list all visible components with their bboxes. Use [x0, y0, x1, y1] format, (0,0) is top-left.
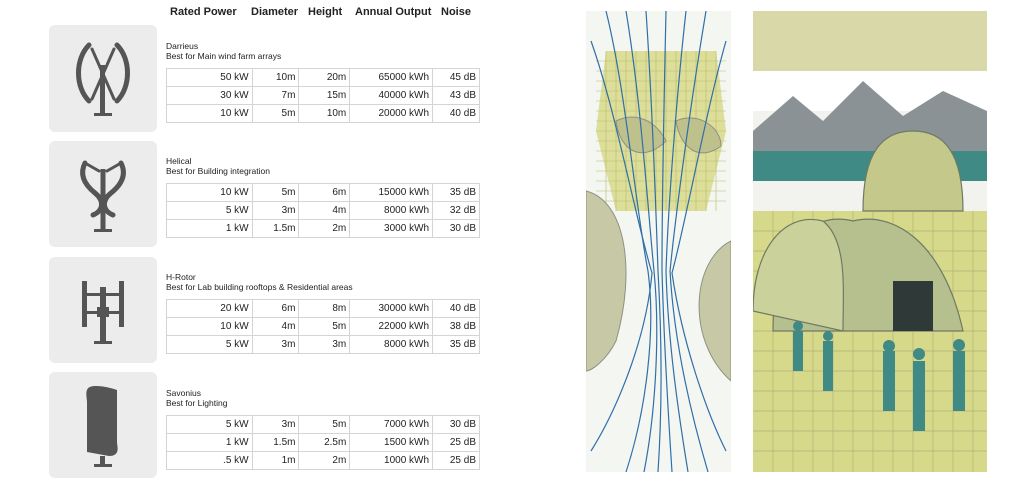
header-height: Height [308, 6, 343, 18]
diameter-cell: 3m [252, 416, 299, 434]
height-cell: 5m [299, 318, 350, 336]
turbine-name: Helical [166, 156, 192, 166]
turbine-block [166, 156, 480, 238]
diameter-cell: 5m [252, 105, 299, 123]
turbine-best-use: Best for Lab building rooftops & Residential areas [166, 282, 353, 292]
helical-turbine-icon [49, 141, 157, 247]
annual-output-cell: 8000 kWh [350, 202, 433, 220]
table-row [167, 318, 480, 336]
annual-output-cell: 30000 kWh [350, 300, 433, 318]
turbine-block [166, 388, 480, 470]
table-row [167, 300, 480, 318]
noise-cell: 45 dB [433, 69, 480, 87]
noise-cell: 30 dB [433, 416, 480, 434]
noise-cell: 35 dB [433, 184, 480, 202]
height-cell: 15m [299, 87, 350, 105]
table-row [167, 336, 480, 354]
darrieus-turbine-icon [49, 25, 157, 132]
rated-power-cell: .5 kW [167, 452, 253, 470]
plaza-illustration [753, 11, 987, 472]
table-row [167, 220, 480, 238]
turbine-name: Darrieus [166, 41, 199, 51]
turbine-best-use: Best for Main wind farm arrays [166, 51, 282, 61]
table-row [167, 69, 480, 87]
height-cell: 10m [299, 105, 350, 123]
header-annual-output: Annual Output [355, 6, 432, 18]
turbine-best-use: Best for Lighting [166, 398, 228, 408]
turbine-name: Savonius [166, 388, 201, 398]
rated-power-cell: 5 kW [167, 336, 253, 354]
rated-power-cell: 10 kW [167, 184, 253, 202]
height-cell: 20m [299, 69, 350, 87]
diameter-cell: 1.5m [252, 220, 299, 238]
header-rated-power: Rated Power [170, 6, 237, 18]
noise-cell: 40 dB [433, 300, 480, 318]
table-row [167, 184, 480, 202]
noise-cell: 32 dB [433, 202, 480, 220]
airflow-illustration [586, 11, 731, 472]
table-row [167, 202, 480, 220]
height-cell: 5m [299, 416, 350, 434]
table-row [167, 416, 480, 434]
height-cell: 8m [299, 300, 350, 318]
turbine-name: H-Rotor [166, 272, 196, 282]
savonius-tile [49, 372, 157, 478]
turbine-block [166, 272, 480, 354]
diameter-cell: 4m [252, 318, 299, 336]
helical-tile [49, 141, 157, 247]
rated-power-cell: 50 kW [167, 69, 253, 87]
annual-output-cell: 1000 kWh [350, 452, 433, 470]
header-diameter: Diameter [251, 6, 299, 18]
annual-output-cell: 1500 kWh [350, 434, 433, 452]
diameter-cell: 3m [252, 202, 299, 220]
h-rotor-turbine-icon [49, 257, 157, 363]
header-noise: Noise [441, 6, 471, 18]
diameter-cell: 5m [252, 184, 299, 202]
h-rotor-tile [49, 257, 157, 363]
annual-output-cell: 20000 kWh [350, 105, 433, 123]
rated-power-cell: 20 kW [167, 300, 253, 318]
rated-power-cell: 10 kW [167, 105, 253, 123]
height-cell: 3m [299, 336, 350, 354]
rated-power-cell: 30 kW [167, 87, 253, 105]
spec-table [166, 415, 480, 470]
diameter-cell: 1.5m [252, 434, 299, 452]
table-row [167, 434, 480, 452]
height-cell: 2.5m [299, 434, 350, 452]
rated-power-cell: 5 kW [167, 202, 253, 220]
turbine-block [166, 41, 480, 123]
diameter-cell: 3m [252, 336, 299, 354]
table-row [167, 105, 480, 123]
table-row [167, 452, 480, 470]
darrieus-tile [49, 25, 157, 132]
noise-cell: 38 dB [433, 318, 480, 336]
rated-power-cell: 1 kW [167, 434, 253, 452]
annual-output-cell: 8000 kWh [350, 336, 433, 354]
annual-output-cell: 3000 kWh [350, 220, 433, 238]
height-cell: 2m [299, 220, 350, 238]
spec-table [166, 183, 480, 238]
annual-output-cell: 22000 kWh [350, 318, 433, 336]
noise-cell: 25 dB [433, 452, 480, 470]
diameter-cell: 7m [252, 87, 299, 105]
annual-output-cell: 15000 kWh [350, 184, 433, 202]
spec-table [166, 299, 480, 354]
rated-power-cell: 1 kW [167, 220, 253, 238]
noise-cell: 25 dB [433, 434, 480, 452]
height-cell: 2m [299, 452, 350, 470]
annual-output-cell: 7000 kWh [350, 416, 433, 434]
noise-cell: 40 dB [433, 105, 480, 123]
diameter-cell: 6m [252, 300, 299, 318]
annual-output-cell: 65000 kWh [350, 69, 433, 87]
spec-table [166, 68, 480, 123]
savonius-turbine-icon [49, 372, 157, 478]
rated-power-cell: 5 kW [167, 416, 253, 434]
noise-cell: 30 dB [433, 220, 480, 238]
rated-power-cell: 10 kW [167, 318, 253, 336]
noise-cell: 35 dB [433, 336, 480, 354]
height-cell: 4m [299, 202, 350, 220]
noise-cell: 43 dB [433, 87, 480, 105]
diameter-cell: 1m [252, 452, 299, 470]
turbine-best-use: Best for Building integration [166, 166, 270, 176]
table-row [167, 87, 480, 105]
diameter-cell: 10m [252, 69, 299, 87]
height-cell: 6m [299, 184, 350, 202]
annual-output-cell: 40000 kWh [350, 87, 433, 105]
